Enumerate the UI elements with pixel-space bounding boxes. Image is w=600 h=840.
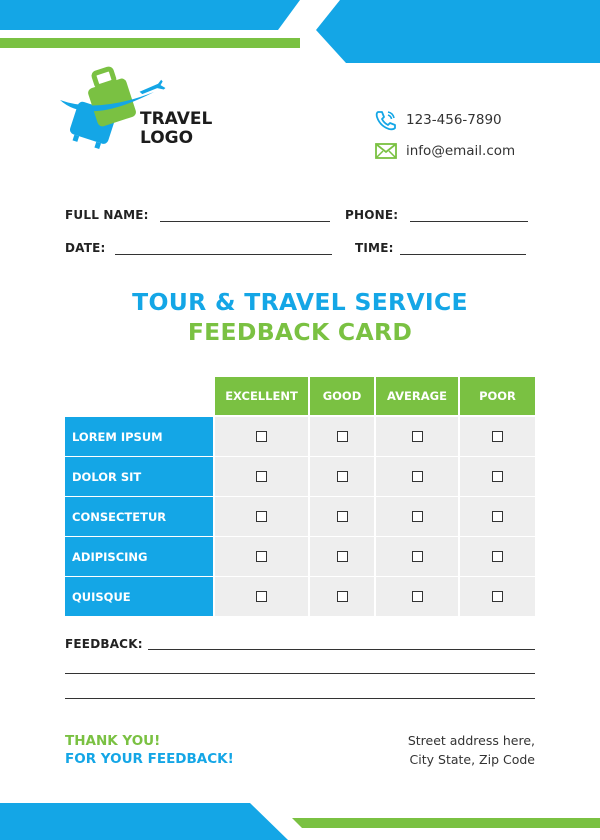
rating-checkbox[interactable] bbox=[492, 511, 503, 522]
column-header-average: AVERAGE bbox=[376, 377, 458, 415]
rating-checkbox[interactable] bbox=[256, 551, 267, 562]
time-line[interactable] bbox=[400, 254, 526, 255]
rating-cell bbox=[376, 537, 458, 576]
rating-checkbox[interactable] bbox=[492, 551, 503, 562]
rating-cell bbox=[460, 457, 535, 496]
date-line[interactable] bbox=[115, 254, 332, 255]
column-header-excellent: EXCELLENT bbox=[215, 377, 308, 415]
rating-checkbox[interactable] bbox=[492, 471, 503, 482]
rating-checkbox[interactable] bbox=[337, 471, 348, 482]
rating-checkbox[interactable] bbox=[412, 591, 423, 602]
phone-label: PHONE: bbox=[345, 208, 399, 222]
rating-checkbox[interactable] bbox=[256, 511, 267, 522]
rating-checkbox[interactable] bbox=[337, 551, 348, 562]
logo-text bbox=[140, 110, 212, 148]
email-address: info@email.com bbox=[406, 143, 516, 159]
phone-icon bbox=[374, 109, 398, 131]
rating-checkbox[interactable] bbox=[412, 551, 423, 562]
feedback-line-1[interactable] bbox=[148, 649, 535, 650]
thank-you-text: THANK YOU! bbox=[65, 733, 161, 749]
row-header-quisque: QUISQUE bbox=[65, 577, 213, 616]
feedback-line-2[interactable] bbox=[65, 673, 535, 674]
address-line-1: Street address here, bbox=[407, 733, 535, 748]
full-name-line[interactable] bbox=[160, 221, 330, 222]
rating-cell bbox=[460, 537, 535, 576]
row-header-adipiscing: ADIPISCING bbox=[65, 537, 213, 576]
rating-cell bbox=[310, 577, 374, 616]
rating-cell bbox=[460, 417, 535, 456]
logo-line-1: TRAVEL bbox=[140, 109, 213, 129]
card-subtitle: FEEDBACK CARD bbox=[187, 318, 413, 346]
rating-cell bbox=[310, 457, 374, 496]
rating-cell bbox=[215, 417, 308, 456]
feedback-label: FEEDBACK: bbox=[65, 637, 143, 651]
rating-cell bbox=[215, 537, 308, 576]
time-label: TIME: bbox=[355, 241, 394, 255]
rating-cell bbox=[376, 417, 458, 456]
phone-contact bbox=[374, 109, 502, 131]
address-line-2: City State, Zip Code bbox=[409, 752, 535, 767]
rating-checkbox[interactable] bbox=[337, 591, 348, 602]
rating-cell bbox=[215, 577, 308, 616]
rating-checkbox[interactable] bbox=[412, 431, 423, 442]
row-header-lorem-ipsum: LOREM IPSUM bbox=[65, 417, 213, 456]
envelope-icon bbox=[374, 140, 398, 162]
logo-line-2: LOGO bbox=[140, 128, 194, 148]
row-header-consectetur: CONSECTETUR bbox=[65, 497, 213, 536]
rating-cell bbox=[376, 457, 458, 496]
rating-checkbox[interactable] bbox=[492, 591, 503, 602]
rating-cell bbox=[376, 497, 458, 536]
rating-cell bbox=[376, 577, 458, 616]
rating-cell bbox=[460, 577, 535, 616]
phone-line[interactable] bbox=[410, 221, 528, 222]
rating-checkbox[interactable] bbox=[256, 471, 267, 482]
rating-cell bbox=[310, 497, 374, 536]
rating-checkbox[interactable] bbox=[412, 511, 423, 522]
rating-checkbox[interactable] bbox=[337, 431, 348, 442]
phone-number: 123-456-7890 bbox=[406, 112, 502, 128]
rating-checkbox[interactable] bbox=[256, 591, 267, 602]
row-header-dolor-sit: DOLOR SIT bbox=[65, 457, 213, 496]
rating-checkbox[interactable] bbox=[256, 431, 267, 442]
card-title: TOUR & TRAVEL SERVICE bbox=[132, 288, 468, 316]
full-name-label: FULL NAME: bbox=[65, 208, 149, 222]
rating-checkbox[interactable] bbox=[412, 471, 423, 482]
date-label: DATE: bbox=[65, 241, 106, 255]
rating-cell bbox=[215, 497, 308, 536]
rating-cell bbox=[215, 457, 308, 496]
rating-cell bbox=[310, 537, 374, 576]
column-header-poor: POOR bbox=[460, 377, 535, 415]
for-your-feedback-text: FOR YOUR FEEDBACK! bbox=[65, 751, 234, 767]
column-header-good: GOOD bbox=[310, 377, 374, 415]
feedback-line-3[interactable] bbox=[65, 698, 535, 699]
rating-cell bbox=[310, 417, 374, 456]
rating-cell bbox=[460, 497, 535, 536]
rating-checkbox[interactable] bbox=[492, 431, 503, 442]
header-decoration bbox=[0, 0, 600, 70]
rating-checkbox[interactable] bbox=[337, 511, 348, 522]
email-contact bbox=[374, 140, 515, 162]
